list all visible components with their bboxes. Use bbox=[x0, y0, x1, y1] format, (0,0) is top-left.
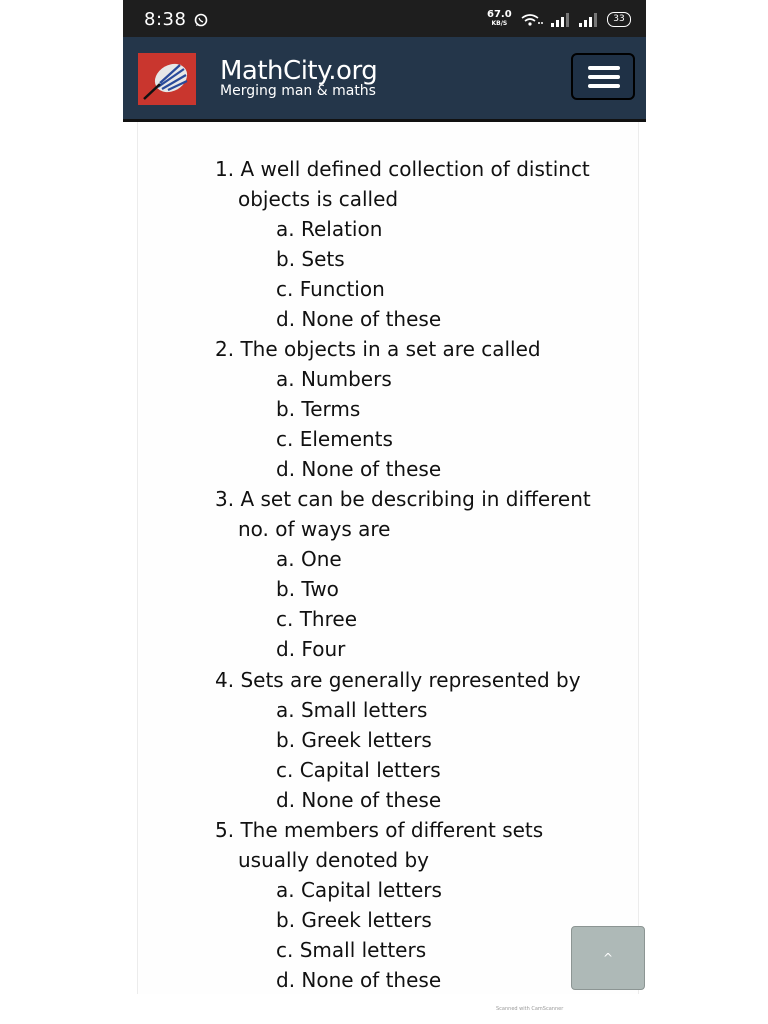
scanner-watermark: Scanned with CamScanner bbox=[496, 1006, 564, 1012]
site-tagline: Merging man & maths bbox=[220, 83, 376, 99]
option: a. Capital letters bbox=[276, 878, 442, 902]
option: a. Relation bbox=[276, 217, 383, 241]
battery-icon: 33 bbox=[607, 12, 631, 27]
hamburger-icon bbox=[588, 84, 620, 88]
option: a. One bbox=[276, 547, 342, 571]
menu-button[interactable] bbox=[571, 53, 635, 100]
option: b. Terms bbox=[276, 397, 361, 421]
hamburger-icon bbox=[588, 75, 620, 79]
option: c. Capital letters bbox=[276, 758, 441, 782]
option: b. Greek letters bbox=[276, 908, 432, 932]
option: c. Function bbox=[276, 277, 385, 301]
question-text: usually denoted by bbox=[238, 848, 429, 872]
wifi-icon bbox=[521, 12, 543, 31]
question-text: no. of ways are bbox=[238, 517, 391, 541]
question-text: 4. Sets are generally represented by bbox=[215, 668, 581, 692]
option: c. Elements bbox=[276, 427, 393, 451]
question-text: 2. The objects in a set are called bbox=[215, 337, 541, 361]
option: b. Two bbox=[276, 577, 339, 601]
site-header bbox=[123, 37, 646, 122]
question-text: 5. The members of different sets bbox=[215, 818, 544, 842]
option: d. None of these bbox=[276, 788, 442, 812]
question-text: 1. A well defined collection of distinct bbox=[215, 157, 590, 181]
site-logo[interactable] bbox=[138, 53, 196, 105]
signal-icon bbox=[579, 12, 599, 31]
scroll-to-top-button[interactable]: ^ bbox=[571, 926, 645, 990]
network-speed: 67.0 KB/S bbox=[487, 9, 512, 27]
option: d. None of these bbox=[276, 968, 442, 992]
option: c. Small letters bbox=[276, 938, 427, 962]
hamburger-icon bbox=[588, 66, 620, 70]
option: b. Sets bbox=[276, 247, 345, 271]
question-text: 3. A set can be describing in different bbox=[215, 487, 591, 511]
option: b. Greek letters bbox=[276, 728, 432, 752]
mcq-content bbox=[137, 122, 639, 994]
option: d. Four bbox=[276, 637, 346, 661]
option: a. Small letters bbox=[276, 698, 428, 722]
status-bar bbox=[123, 0, 646, 37]
question-text: objects is called bbox=[238, 187, 399, 211]
signal-icon bbox=[551, 12, 571, 31]
site-title[interactable]: MathCity.org bbox=[220, 56, 378, 86]
option: d. None of these bbox=[276, 457, 442, 481]
clock: 8:38 bbox=[144, 9, 187, 30]
option: a. Numbers bbox=[276, 367, 392, 391]
option: d. None of these bbox=[276, 307, 442, 331]
whatsapp-icon bbox=[194, 12, 208, 31]
option: c. Three bbox=[276, 607, 357, 631]
